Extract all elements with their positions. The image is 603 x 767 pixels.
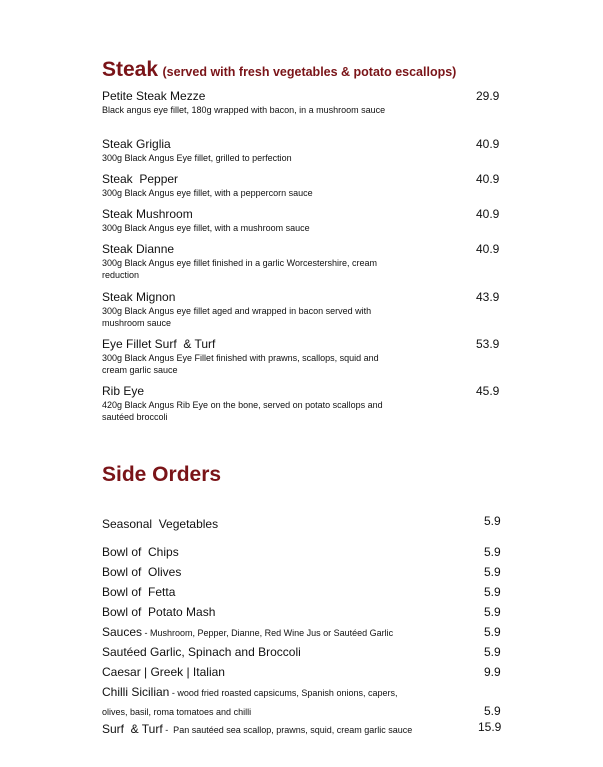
- side-item-price: 5.9: [484, 605, 501, 619]
- side-item-name: Sautéed Garlic, Spinach and Broccoli: [102, 645, 301, 659]
- menu-item-name: Steak Mushroom: [102, 207, 193, 221]
- side-orders-heading: [102, 463, 221, 487]
- side-item: [102, 545, 179, 559]
- side-item-note: olives, basil, roma tomatoes and chilli: [102, 707, 252, 717]
- side-item-name: Sauces: [102, 625, 143, 639]
- side-item-name: Bowl of Fetta: [102, 585, 176, 599]
- menu-item-name: Steak Griglia: [102, 137, 171, 151]
- side-item: [102, 665, 225, 679]
- menu-item-name: Eye Fillet Surf & Turf: [102, 337, 216, 351]
- menu-item-description: 300g Black Angus eye fillet, with a mushroom sauce: [102, 223, 310, 233]
- side-item-note: - wood fried roasted capsicums, Spanish onions, capers,: [169, 688, 398, 698]
- menu-item-name: Steak Dianne: [102, 242, 175, 256]
- menu-item-description: 300g Black Angus Eye Fillet finished with prawns, scallops, squid and cream garlic sauce: [102, 353, 379, 375]
- menu-item-price: 40.9: [476, 207, 500, 221]
- menu-item: [102, 384, 502, 423]
- menu-item-description: 300g Black Angus eye fillet aged and wrapped in bacon served with mushroom sauce: [102, 306, 372, 328]
- menu-item-price: 43.9: [476, 290, 500, 304]
- menu-item-name: Steak Pepper: [102, 172, 179, 186]
- side-item-price: 5.9: [484, 565, 501, 579]
- side-item-price: 5.9: [484, 625, 501, 639]
- side-item-note: - Pan sautéed sea scallop, prawns, squid, cream garlic sauce: [162, 725, 413, 735]
- menu-item-description: 300g Black Angus Eye fillet, grilled to perfection: [102, 153, 292, 163]
- side-item-name: Bowl of Olives: [102, 565, 182, 579]
- menu-item-description: 300g Black Angus eye fillet finished in a garlic Worcestershire, cream reduction: [102, 258, 377, 280]
- side-item-continued: [102, 704, 251, 719]
- menu-item-price: 40.9: [476, 242, 500, 256]
- menu-item-price: 40.9: [476, 137, 500, 151]
- side-orders-title: Side Orders: [102, 463, 222, 486]
- menu-item-name: Petite Steak Mezze: [102, 89, 206, 103]
- menu-item-price: 40.9: [476, 172, 500, 186]
- steak-heading: [102, 58, 456, 82]
- side-item-note: - Mushroom, Pepper, Dianne, Red Wine Jus or Sautéed Garlic: [142, 628, 394, 638]
- menu-item-name: Steak Mignon: [102, 290, 176, 304]
- side-item-price: 5.9: [484, 704, 501, 718]
- side-item: [102, 722, 412, 737]
- side-item-price: 5.9: [484, 545, 501, 559]
- menu-item-price: 29.9: [476, 89, 500, 103]
- side-item-price: 5.9: [484, 585, 501, 599]
- side-item-name: Chilli Sicilian: [102, 685, 170, 699]
- side-item-price: 9.9: [484, 665, 501, 679]
- menu-item: [102, 137, 502, 164]
- side-item: [102, 517, 218, 531]
- menu-item-description: Black angus eye fillet, 180g wrapped with bacon, in a mushroom sauce: [102, 105, 386, 115]
- side-item: [102, 685, 397, 700]
- side-item-price: 15.9: [478, 720, 502, 734]
- menu-item: [102, 207, 502, 234]
- steak-title: Steak: [102, 58, 159, 81]
- menu-item-price: 45.9: [476, 384, 500, 398]
- menu-item-description: 300g Black Angus eye fillet, with a peppercorn sauce: [102, 188, 313, 198]
- side-item-price: 5.9: [484, 645, 501, 659]
- side-item-name: Seasonal Vegetables: [102, 517, 219, 531]
- menu-item: [102, 290, 502, 329]
- side-item: [102, 605, 215, 619]
- menu-item: [102, 242, 502, 281]
- side-item: [102, 645, 301, 659]
- menu-item-description: 420g Black Angus Rib Eye on the bone, served on potato scallops and sautéed broccoli: [102, 400, 383, 422]
- side-item-name: Surf & Turf: [102, 722, 163, 736]
- menu-item: [102, 89, 502, 116]
- steak-subtitle: (served with fresh vegetables & potato escallops): [162, 65, 457, 79]
- side-item: [102, 625, 393, 640]
- menu-item-name: Rib Eye: [102, 384, 145, 398]
- side-item: [102, 585, 175, 599]
- menu-item: [102, 172, 502, 199]
- side-item-name: Bowl of Chips: [102, 545, 179, 559]
- side-item-name: Caesar | Greek | Italian: [102, 665, 225, 679]
- menu-item-price: 53.9: [476, 337, 500, 351]
- side-item-price: 5.9: [484, 514, 501, 528]
- side-item-name: Bowl of Potato Mash: [102, 605, 216, 619]
- menu-item: [102, 337, 502, 376]
- side-item: [102, 565, 181, 579]
